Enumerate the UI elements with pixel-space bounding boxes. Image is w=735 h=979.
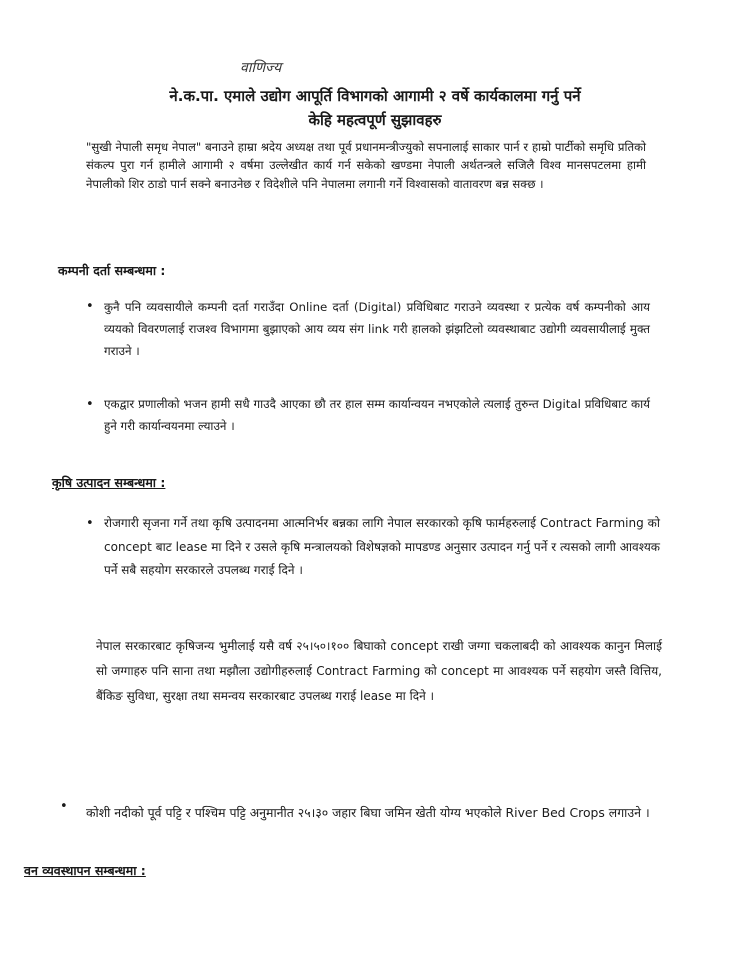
document-title: ने.क.पा. एमाले उद्योग आपूर्ति विभागको आगामी २ वर्षे कार्यकालमा गर्नु पर्ने: [169, 87, 581, 105]
bullet-item: कुनै पनि व्यवसायीले कम्पनी दर्ता गराउँदा Online दर्ता (Digital) प्रविधिबाट गराउने व्यवस्था र प्रत्येक वर्ष कम्पनीको आय व्ययको विवरणलाई राजश्व विभागमा बुझाएको आय व्यय संग link गरी हालको झंझटिलो व्यवस्थाबाट उद्योगी व्यवसायीलाई मुक्त गराउने ।: [104, 300, 650, 358]
bullet-icon: •: [86, 397, 94, 412]
bullet-icon: •: [86, 299, 94, 314]
bullet-icon: •: [86, 516, 94, 531]
bullet-item: एकद्वार प्रणालीको भजन हामी सधै गाउदै आएका छौ तर हाल सम्म कार्यान्वयन नभएकोले त्यलाई तुरुन्त Digital प्रविधिबाट कार्य हुने गरी कार्यान्वयनमा ल्याउने ।: [104, 397, 650, 433]
handwritten-note: वाणिज्य: [240, 60, 282, 76]
sub-paragraph: नेपाल सरकारबाट कृषिजन्य भुमीलाई यसै वर्ष २५।५०।१०० बिघाको concept राखी जग्गा चकलाबदी को आवश्यक कानुन मिलाई सो जग्गाहरु पनि साना तथा मझौला उद्योगीहरुलाई Contract Farming को concept मा आवश्यक पर्ने सहयोग जस्तै वित्तिय, बैंकिङ सुविधा, सुरक्षा तथा समन्वय सरकारबाट उपलब्ध गराई lease मा दिने ।: [96, 639, 662, 703]
bullet-item: रोजगारी सृजना गर्ने तथा कृषि उत्पादनमा आत्मनिर्भर बन्नका लागि नेपाल सरकारको कृषि फार्महरुलाई Contract Farming को concept बाट lease मा दिने र उसले कृषि मन्त्रालयको विशेषज्ञको मापडण्ड अनुसार उत्पादन गर्नु पर्ने र त्यसको लागी आवश्यक पर्ने सबै सहयोग सरकारले उपलब्ध गराई दिने ।: [104, 516, 660, 577]
section-heading-forest-management: वन व्यवस्थापन सम्बन्धमा :: [24, 863, 146, 878]
section-heading-company-registration: कम्पनी दर्ता सम्बन्धमा :: [58, 263, 166, 278]
section-heading-agriculture: कृषि उत्पादन सम्बन्धमा :: [52, 475, 166, 490]
bullet-icon: •: [60, 799, 68, 814]
intro-paragraph: "सुखी नेपाली समृध नेपाल" बनाउने हाम्रा श्रदेय अध्यक्ष तथा पूर्व प्रधानमन्त्रीज्युको सपनालाई साकार पार्न र हाम्रो पार्टीको समृधि प्रतिको संकल्प पुरा गर्न हामीले आगामी २ वर्षमा उल्लेखीत कार्य गर्न सकेको खण्डमा नेपाली अर्थतन्त्रले सजिलै विश्व मानसपटलमा हामी नेपालीको शिर ठाडो पार्न सक्ने बनाउनेछ र विदेशीले पनि नेपालमा लगानी गर्ने विश्वासको वातावरण बन्न सक्छ ।: [86, 140, 646, 191]
bullet-item: कोशी नदीको पूर्व पट्टि र पश्चिम पट्टि अनुमानीत २५।३० जहार बिघा जमिन खेती योग्य भएकोले River Bed Crops लगाउने ।: [86, 805, 650, 820]
document-subtitle: केहि महत्वपूर्ण सुझावहरु: [308, 111, 442, 129]
